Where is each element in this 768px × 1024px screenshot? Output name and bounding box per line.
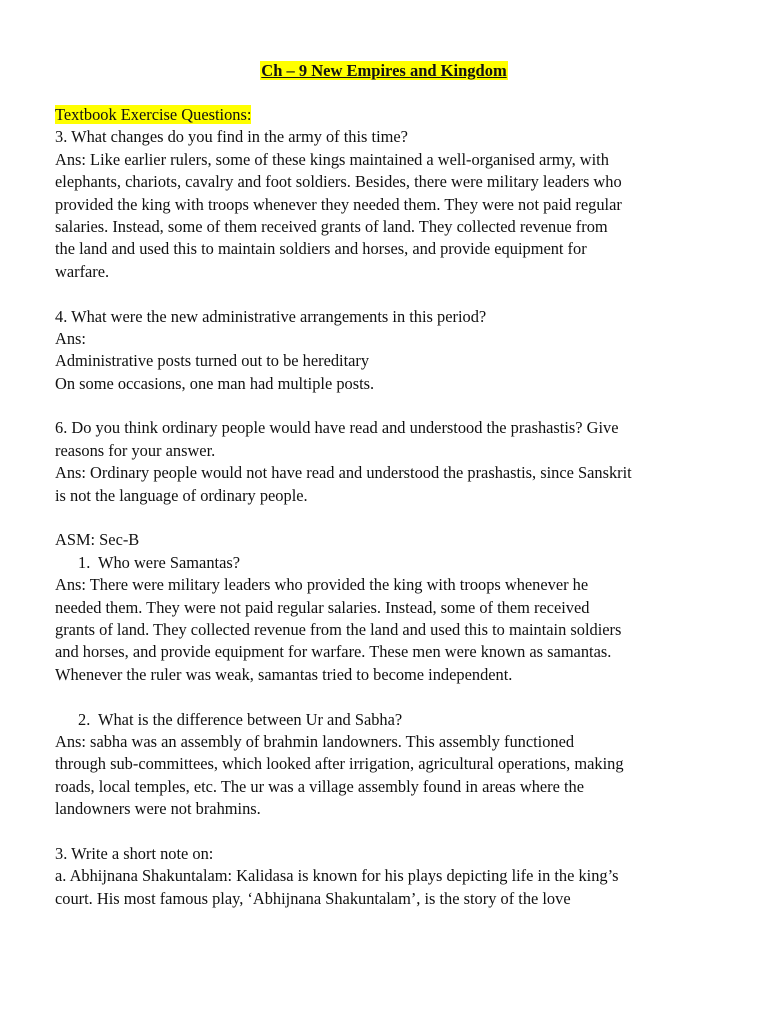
spacer [55, 507, 735, 529]
q4-answer-line: Administrative posts turned out to be hereditary [55, 351, 370, 371]
asm2-answer-line: landowners were not brahmins. [55, 799, 261, 819]
q4-question: 4. What were the new administrative arrangements in this period? [55, 306, 487, 326]
spacer [55, 686, 735, 708]
spacer [55, 283, 735, 305]
asm2-question-line [55, 709, 735, 731]
asm1-answer-line: needed them. They were not paid regular salaries. Instead, some of them received [55, 597, 590, 617]
asm3-note-line: court. His most famous play, ‘Abhijnana Shakuntalam’, is the story of the love [55, 888, 571, 908]
q4-answer-line: Ans: [55, 328, 86, 348]
asm2-answer-line: roads, local temples, etc. The ur was a village assembly found in areas where the [55, 776, 585, 796]
asm1-number: 1. [78, 552, 91, 572]
q6-answer-line: is not the language of ordinary people. [55, 485, 308, 505]
asm2-answer-line: through sub-committees, which looked after irrigation, agricultural operations, making [55, 754, 624, 774]
spacer [55, 395, 735, 417]
q3-answer-line: elephants, chariots, cavalry and foot soldiers. Besides, there were military leaders who [55, 172, 622, 192]
asm3-question: 3. Write a short note on: [55, 843, 214, 863]
section-heading-line [55, 104, 735, 126]
q6-question-line: 6. Do you think ordinary people would have read and understood the prashastis? Give [55, 418, 619, 438]
asm2-answer-line: Ans: sabha was an assembly of brahmin landowners. This assembly functioned [55, 731, 575, 751]
q3-answer-line: salaries. Instead, some of them received grants of land. They collected revenue from [55, 216, 608, 236]
asm2-question: What is the difference between Ur and Sabha? [98, 709, 403, 729]
asm1-question: Who were Samantas? [98, 552, 240, 572]
page-title: Ch – 9 New Empires and Kingdom [261, 61, 507, 80]
document-body [55, 104, 735, 910]
q3-answer-line: provided the king with troops whenever they needed them. They were not paid regular [55, 194, 622, 214]
asm1-question-line [55, 552, 735, 574]
q3-answer-line: the land and used this to maintain soldiers and horses, and provide equipment for [55, 239, 587, 259]
asm1-answer-line: grants of land. They collected revenue from the land and used this to maintain soldiers [55, 619, 622, 639]
asm2-number: 2. [78, 709, 91, 729]
q4-answer-line: On some occasions, one man had multiple posts. [55, 373, 375, 393]
q3-answer-line: Ans: Like earlier rulers, some of these kings maintained a well-organised army, with [55, 149, 609, 169]
asm1-answer-line: Ans: There were military leaders who provided the king with troops whenever he [55, 575, 589, 595]
q6-answer-line: Ans: Ordinary people would not have read and understood the prashastis, since Sanskrit [55, 463, 632, 483]
asm3-note-line: a. Abhijnana Shakuntalam: Kalidasa is known for his plays depicting life in the king’s [55, 866, 619, 886]
asm1-answer-line: and horses, and provide equipment for warfare. These men were known as samantas. [55, 642, 612, 662]
spacer [55, 821, 735, 843]
section-heading: Textbook Exercise Questions: [55, 105, 252, 124]
title-wrap [0, 61, 768, 81]
asm-heading: ASM: Sec-B [55, 530, 140, 550]
q3-answer-line: warfare. [55, 261, 110, 281]
asm1-answer-line: Whenever the ruler was weak, samantas tried to become independent. [55, 664, 513, 684]
q6-question-line: reasons for your answer. [55, 440, 216, 460]
q3-question: 3. What changes do you find in the army of this time? [55, 127, 408, 147]
